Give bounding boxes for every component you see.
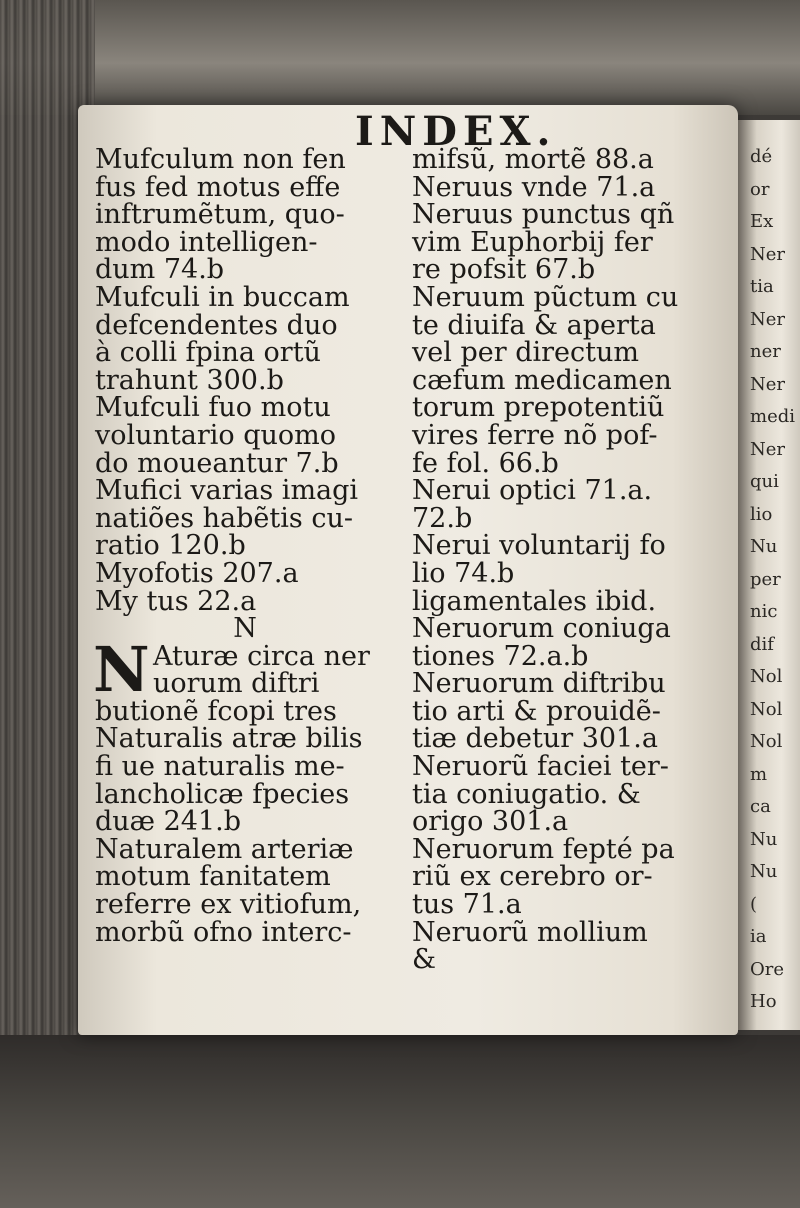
index-entry-line: tus 71.a xyxy=(412,889,522,921)
index-entry-line: riũ ex cerebro or- xyxy=(412,861,653,893)
facing-page-fragment: per xyxy=(750,568,781,590)
index-entry-line: te diuifa & aperta xyxy=(412,309,656,341)
index-entry-line: à colli fpina ortũ xyxy=(95,337,321,369)
index-entry-line: Nerui voluntarij fo xyxy=(412,530,666,562)
facing-page-fragment: dé xyxy=(750,146,773,167)
index-entry-line: Mufculi in buccam xyxy=(95,281,350,313)
index-entry-line: mifsũ, mortẽ 88.a xyxy=(412,144,654,175)
facing-page-fragment: Nu xyxy=(750,861,778,882)
index-entry-line: vim Euphorbij fer xyxy=(412,226,653,258)
facing-page-fragment: qui xyxy=(750,471,779,492)
left-index-column xyxy=(95,146,395,946)
index-entry-line: fi ue naturalis me- xyxy=(95,751,345,783)
index-entry-line: modo intelligen- xyxy=(95,226,318,258)
index-entry-line: origo 301.a xyxy=(412,806,569,838)
index-entry-line: & xyxy=(412,944,437,976)
facing-page-fragment: m xyxy=(750,763,768,785)
facing-page-fragment: ia xyxy=(750,926,767,947)
index-entry-line: Mufculum non fen xyxy=(95,144,346,175)
index-entry-line: uorum diftri xyxy=(153,668,320,700)
index-entry-line: torum prepotentiũ xyxy=(412,392,665,424)
facing-page-fragment: lio xyxy=(750,503,773,525)
facing-page-sliver xyxy=(738,120,800,1030)
index-entry-line: ligamentales ibid. xyxy=(412,585,657,617)
index-entry-line: Neruorũ faciei ter- xyxy=(412,751,669,783)
index-entry-line: re pofsit 67.b xyxy=(412,254,596,286)
index-entry-line: My tus 22.a xyxy=(95,585,257,617)
index-entry-line: morbũ ofno interc- xyxy=(95,916,352,948)
index-entry-line: motum fanitatem xyxy=(95,861,331,893)
index-entry-line: fe fol. 66.b xyxy=(412,447,559,479)
index-entry-line: duæ 241.b xyxy=(95,806,242,838)
index-entry-line: ratio 120.b xyxy=(95,530,246,562)
index-entry-line: inftrumẽtum, quo- xyxy=(95,199,345,231)
facing-page-fragment: Ner xyxy=(750,308,786,330)
index-entry-line: Neruum pũctum cu xyxy=(412,281,679,313)
top-background xyxy=(0,0,800,115)
index-entry-line: Naturalis atræ bilis xyxy=(95,723,363,755)
index-entry-line: Neruorum diftribu xyxy=(412,668,666,700)
page-header: INDEX. xyxy=(355,108,557,155)
facing-page-fragment: Nu xyxy=(750,536,778,557)
index-entry-line: tiæ debetur 301.a xyxy=(412,723,658,755)
index-entry-line: Myofotis 207.a xyxy=(95,557,299,589)
index-entry-line: Mufculi fuo motu xyxy=(95,392,331,424)
index-entry-line: Neruus vnde 71.a xyxy=(412,171,656,203)
index-entry-line: Aturæ circa ner xyxy=(153,640,370,672)
facing-page-fragment: ca xyxy=(750,796,771,817)
index-entry-line: defcendentes duo xyxy=(95,309,338,341)
index-entry-line: Neruorum fepté pa xyxy=(412,833,675,865)
index-entry-line: lancholicæ fpecies xyxy=(95,778,350,810)
facing-page-fragment: Ner xyxy=(750,438,786,460)
facing-page-fragment: Nol xyxy=(750,698,783,720)
index-entry-line: Neruorum coniuga xyxy=(412,613,671,645)
index-entry-line: voluntario quomo xyxy=(95,419,337,451)
facing-page-fragment: ner xyxy=(750,341,781,362)
index-entry-line: tio arti & prouidẽ- xyxy=(412,695,661,727)
facing-page-fragment: dif xyxy=(750,633,774,655)
index-entry-line: cæfum medicamen xyxy=(412,364,672,396)
facing-page-fragment: Ore xyxy=(750,958,785,980)
index-entry-line: vel per directum xyxy=(412,337,639,369)
index-entry-line: fus fed motus effe xyxy=(95,171,341,203)
index-entry-line: natiões habẽtis cu- xyxy=(95,502,353,534)
facing-page-fragment: Ner xyxy=(750,373,786,395)
facing-page-fragment: Nol xyxy=(750,666,783,687)
index-entry-line: dum 74.b xyxy=(95,254,225,286)
facing-page-fragment: Ho xyxy=(750,991,777,1012)
index-entry-line: 72.b xyxy=(412,502,473,534)
facing-page-fragment: nic xyxy=(750,601,778,622)
index-entry-line: do moueantur 7.b xyxy=(95,447,339,479)
index-entry-line: lio 74.b xyxy=(412,557,515,589)
index-entry-line: Nerui optici 71.a. xyxy=(412,475,653,507)
index-entry-line: Neruus punctus qñ xyxy=(412,199,675,231)
index-entry-line: referre ex vitiofum, xyxy=(95,889,362,921)
facing-page-fragment: Ner xyxy=(750,243,786,265)
facing-page-fragment: tia xyxy=(750,276,774,297)
facing-page-fragment: Ex xyxy=(750,211,774,232)
right-index-column xyxy=(412,146,732,974)
bottom-background xyxy=(0,1035,800,1208)
index-entry-line: trahunt 300.b xyxy=(95,364,284,396)
facing-page-fragment: Nu xyxy=(750,828,778,850)
facing-page-fragment: Nol xyxy=(750,731,783,752)
facing-page-fragment: ( xyxy=(750,893,758,915)
index-entry-line: tiones 72.a.b xyxy=(412,640,589,672)
index-entry-line: tia coniugatio. & xyxy=(412,778,641,810)
index-entry-line: butionẽ fcopi tres xyxy=(95,695,337,727)
drop-cap-n: N xyxy=(93,632,150,706)
facing-page-fragment: or xyxy=(750,178,770,200)
section-letter-n: N xyxy=(233,613,257,645)
index-entry-line: Naturalem arteriæ xyxy=(95,833,354,865)
index-entry-line: vires ferre nõ pof- xyxy=(412,419,658,451)
facing-page-fragment: medi xyxy=(750,406,795,427)
index-entry-line: Neruorũ mollium xyxy=(412,916,648,948)
index-entry-line: Mufici varias imagi xyxy=(95,475,359,507)
